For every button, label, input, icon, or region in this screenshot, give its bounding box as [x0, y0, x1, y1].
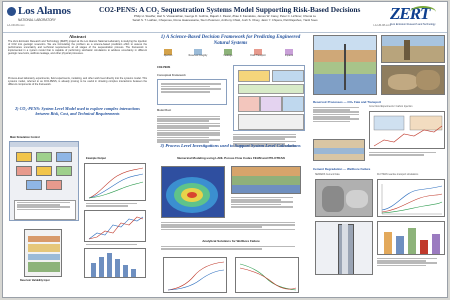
- zert-logo-word: ZERT: [390, 4, 430, 23]
- reservoir-layer: [28, 262, 60, 272]
- sim-node: [56, 152, 72, 162]
- numerical-modeling-text: [161, 221, 301, 237]
- reservoir-variability-label: Reservoir Variability Input: [20, 279, 50, 282]
- pflotran-layer: [232, 167, 301, 176]
- sem-label: SEM/EDS Cement Data: [315, 174, 340, 176]
- flotran-plot-curves: [378, 180, 445, 217]
- example-output-label: Example Output: [86, 157, 106, 160]
- sim-node: [36, 166, 52, 176]
- diagram-block: [238, 84, 304, 94]
- sim-node: [46, 180, 62, 190]
- flotran-plot: [377, 179, 445, 217]
- core-flood-image: [369, 111, 445, 149]
- cement-reaction-plot: [377, 221, 445, 255]
- conceptual-framework-label: Conceptual Framework: [157, 74, 186, 77]
- section-2-title: 2) CO₂-PENS: System Level Model used to explore complex interactions between Risk, Cost, and Technical Requirements: [15, 106, 140, 117]
- sem-region: [346, 190, 368, 208]
- analytical-solutions-text: [161, 245, 301, 255]
- conceptual-diagram: [233, 65, 305, 131]
- sim-node: [56, 166, 72, 176]
- zert-logo-subtitle: Zero Emission Research and Technology: [390, 23, 436, 26]
- flow-step: [155, 49, 181, 61]
- framework-flow: [155, 49, 306, 63]
- reservoir-processes-image: [313, 139, 365, 161]
- example-output-plot-3: [84, 248, 146, 278]
- sim-diagram: [14, 150, 74, 196]
- los-alamos-subtitle: NATIONAL LABORATORY: [18, 18, 56, 22]
- sem-image: [315, 179, 373, 217]
- sim-node: [26, 180, 42, 190]
- flow-label: Leakage: [223, 55, 233, 57]
- sim-node: [16, 152, 32, 162]
- sem-region: [322, 186, 344, 212]
- sim-table: [14, 200, 76, 220]
- los-alamos-name: Los Alamos: [18, 5, 71, 17]
- example-output-plot-1: [84, 163, 146, 201]
- poster-title: CO2-PENS: A CO₂ Sequestration Systems Model Supporting Risk-Based Decisions: [99, 5, 361, 14]
- reservoir-processes-caption: [369, 151, 445, 161]
- column-middle: [153, 33, 308, 296]
- example-output-plot-1-curves: [85, 164, 146, 201]
- example-output-plot-2: [84, 210, 146, 242]
- example-output-caption: [86, 202, 144, 208]
- flotran-label: FLOTRAN reactive transport simulations: [377, 174, 419, 176]
- author-list: [99, 15, 351, 22]
- model-root-label: Model Root: [157, 109, 172, 112]
- flow-label: Impacts: [284, 55, 294, 57]
- diagram-block: [238, 114, 304, 130]
- section-3-title: 3) Process Level Investigations used to Support System Level Calculations: [160, 143, 301, 148]
- analytical-plot-1: [163, 257, 227, 293]
- reservoir-processes-text: [313, 106, 365, 138]
- analytical-plot-1-curves: [164, 258, 227, 293]
- poster-header: [3, 2, 447, 33]
- poster: [2, 1, 448, 298]
- diagram-block: [282, 96, 304, 112]
- conceptual-framework-box: [157, 79, 227, 105]
- pflotran-layer: [232, 176, 301, 185]
- reservoir-variability-image: [24, 229, 62, 277]
- wellbore-core: [342, 224, 348, 274]
- pflotran-simulation-image: [231, 166, 301, 194]
- reservoir-layer: [28, 244, 60, 252]
- pflotran-layer: [232, 185, 301, 194]
- field-photo-2: [381, 65, 445, 95]
- los-alamos-logo-mark: [7, 7, 16, 16]
- photo-rock: [416, 70, 440, 90]
- reservoir-processes-title: Reservoir Processes — CO₂ Fate and Transport: [313, 100, 382, 104]
- main-simulation-screenshot: [9, 141, 79, 221]
- flow-step: [215, 49, 241, 61]
- sim-node: [36, 152, 52, 162]
- column-right: [311, 33, 447, 296]
- flow-label: Injection: [163, 55, 173, 57]
- sim-node: [16, 166, 32, 176]
- flow-label: Fluid Transport: [250, 55, 266, 57]
- report-id-right: LA-UR-08-xxxx: [373, 24, 391, 27]
- co2pens-label: CO2-PENS: [157, 66, 171, 69]
- fehm-contours: [162, 167, 225, 218]
- reservoir-layer: [28, 236, 60, 242]
- diagram-block: [238, 70, 270, 82]
- core-flood-graphic: [370, 112, 445, 149]
- pflotran-caption: [231, 196, 301, 218]
- flow-step: [185, 49, 211, 61]
- example-output-caption-2: [86, 243, 144, 247]
- report-id-left: LA-UR-08-xxxx: [7, 24, 25, 27]
- abstract-paragraph-1: The Zero Emission Research and Technology (ZERT) project at the Los Alamos National Laboratory is studying the injection of CO2 into geologic reservoirs. We are formulating the problem as a science-based prediction effort to assess the performance uncertainty and technical requirements at all stages of the sequestration process. The framework is implemented in a system model that is capable of performing stochastic simulations to address uncertainty in different geologic reservoirs, wellbore leakage, and other physical processes.: [8, 40, 147, 56]
- flow-step: [245, 49, 271, 61]
- flow-step: [275, 49, 303, 61]
- main-simulation-label: Main Simulation Control: [10, 136, 40, 139]
- author-line-2: Sarah S. T. Lakhan, Chaponeu, Rome Haanessaine, Stern Peterson, Anthony Chiati, Josh S. Olney, Jasin Y. Chipera, Patt Rajeshes, Yianti Soes: [132, 17, 318, 22]
- field-schematic-image: [313, 35, 377, 95]
- core-flood-label: Core Flood Experiments / Carbon Injection: [369, 106, 413, 108]
- author-line-1: Philip H. Stauffer, Hari S. Viswanathan, George D. Guthrie, Rajesh J. Pawar, Zhao F. Kamaluko, James W. Carey, Peter C. Lichtner, Chunai Lu: [133, 14, 317, 18]
- example-output-plot-3-bars: [85, 249, 146, 278]
- abstract-paragraph-2: Process-level laboratory experiments, field experiments, modeling, and other work feed directly into the systems model. This systems model, referred to as CO2-PENS, is already proving to be useful in showing complex interactions between the different components of the framework.: [8, 77, 147, 87]
- analytical-solutions-title: Analytical Solutions for Wellbore Failure: [202, 239, 260, 243]
- cement-reaction-bars: [378, 222, 445, 255]
- model-root-text: [157, 115, 229, 155]
- fehm-simulation-image: [161, 166, 225, 218]
- photo-rock: [388, 74, 418, 90]
- photo-sky: [382, 36, 445, 46]
- reservoir-band: [314, 148, 365, 154]
- zert-logo-swoosh: [410, 6, 436, 18]
- analytical-plot-2: [235, 257, 299, 293]
- schematic-well: [344, 44, 346, 90]
- numerical-modeling-title: Numerical Modeling using LANL Porous Flow Codes FEHM and PFLOTRAN: [177, 156, 285, 160]
- zert-logo: [390, 4, 444, 30]
- reservoir-layer: [28, 254, 60, 260]
- cement-degradation-title: Cement Degradation — Wellbore Failure: [313, 167, 371, 171]
- flow-label: Reservoir Integrity: [188, 55, 208, 57]
- wellbore-image: [315, 221, 373, 275]
- example-output-plot-2-curves: [85, 211, 146, 242]
- sim-toolbar: [10, 142, 78, 147]
- abstract-title: Abstract: [68, 34, 87, 39]
- section-1-title: 1) A Science-Based Decision Framework for Predicting Engineered Natural Systems: [160, 35, 301, 46]
- cement-degradation-text: [377, 257, 445, 277]
- diagram-block: [260, 96, 282, 112]
- photo-rig: [404, 40, 410, 60]
- analytical-plot-2-curves: [236, 258, 299, 293]
- field-photo-1: [381, 35, 445, 63]
- column-left: [6, 33, 149, 296]
- diagram-block: [238, 96, 260, 112]
- diagram-block: [272, 70, 304, 82]
